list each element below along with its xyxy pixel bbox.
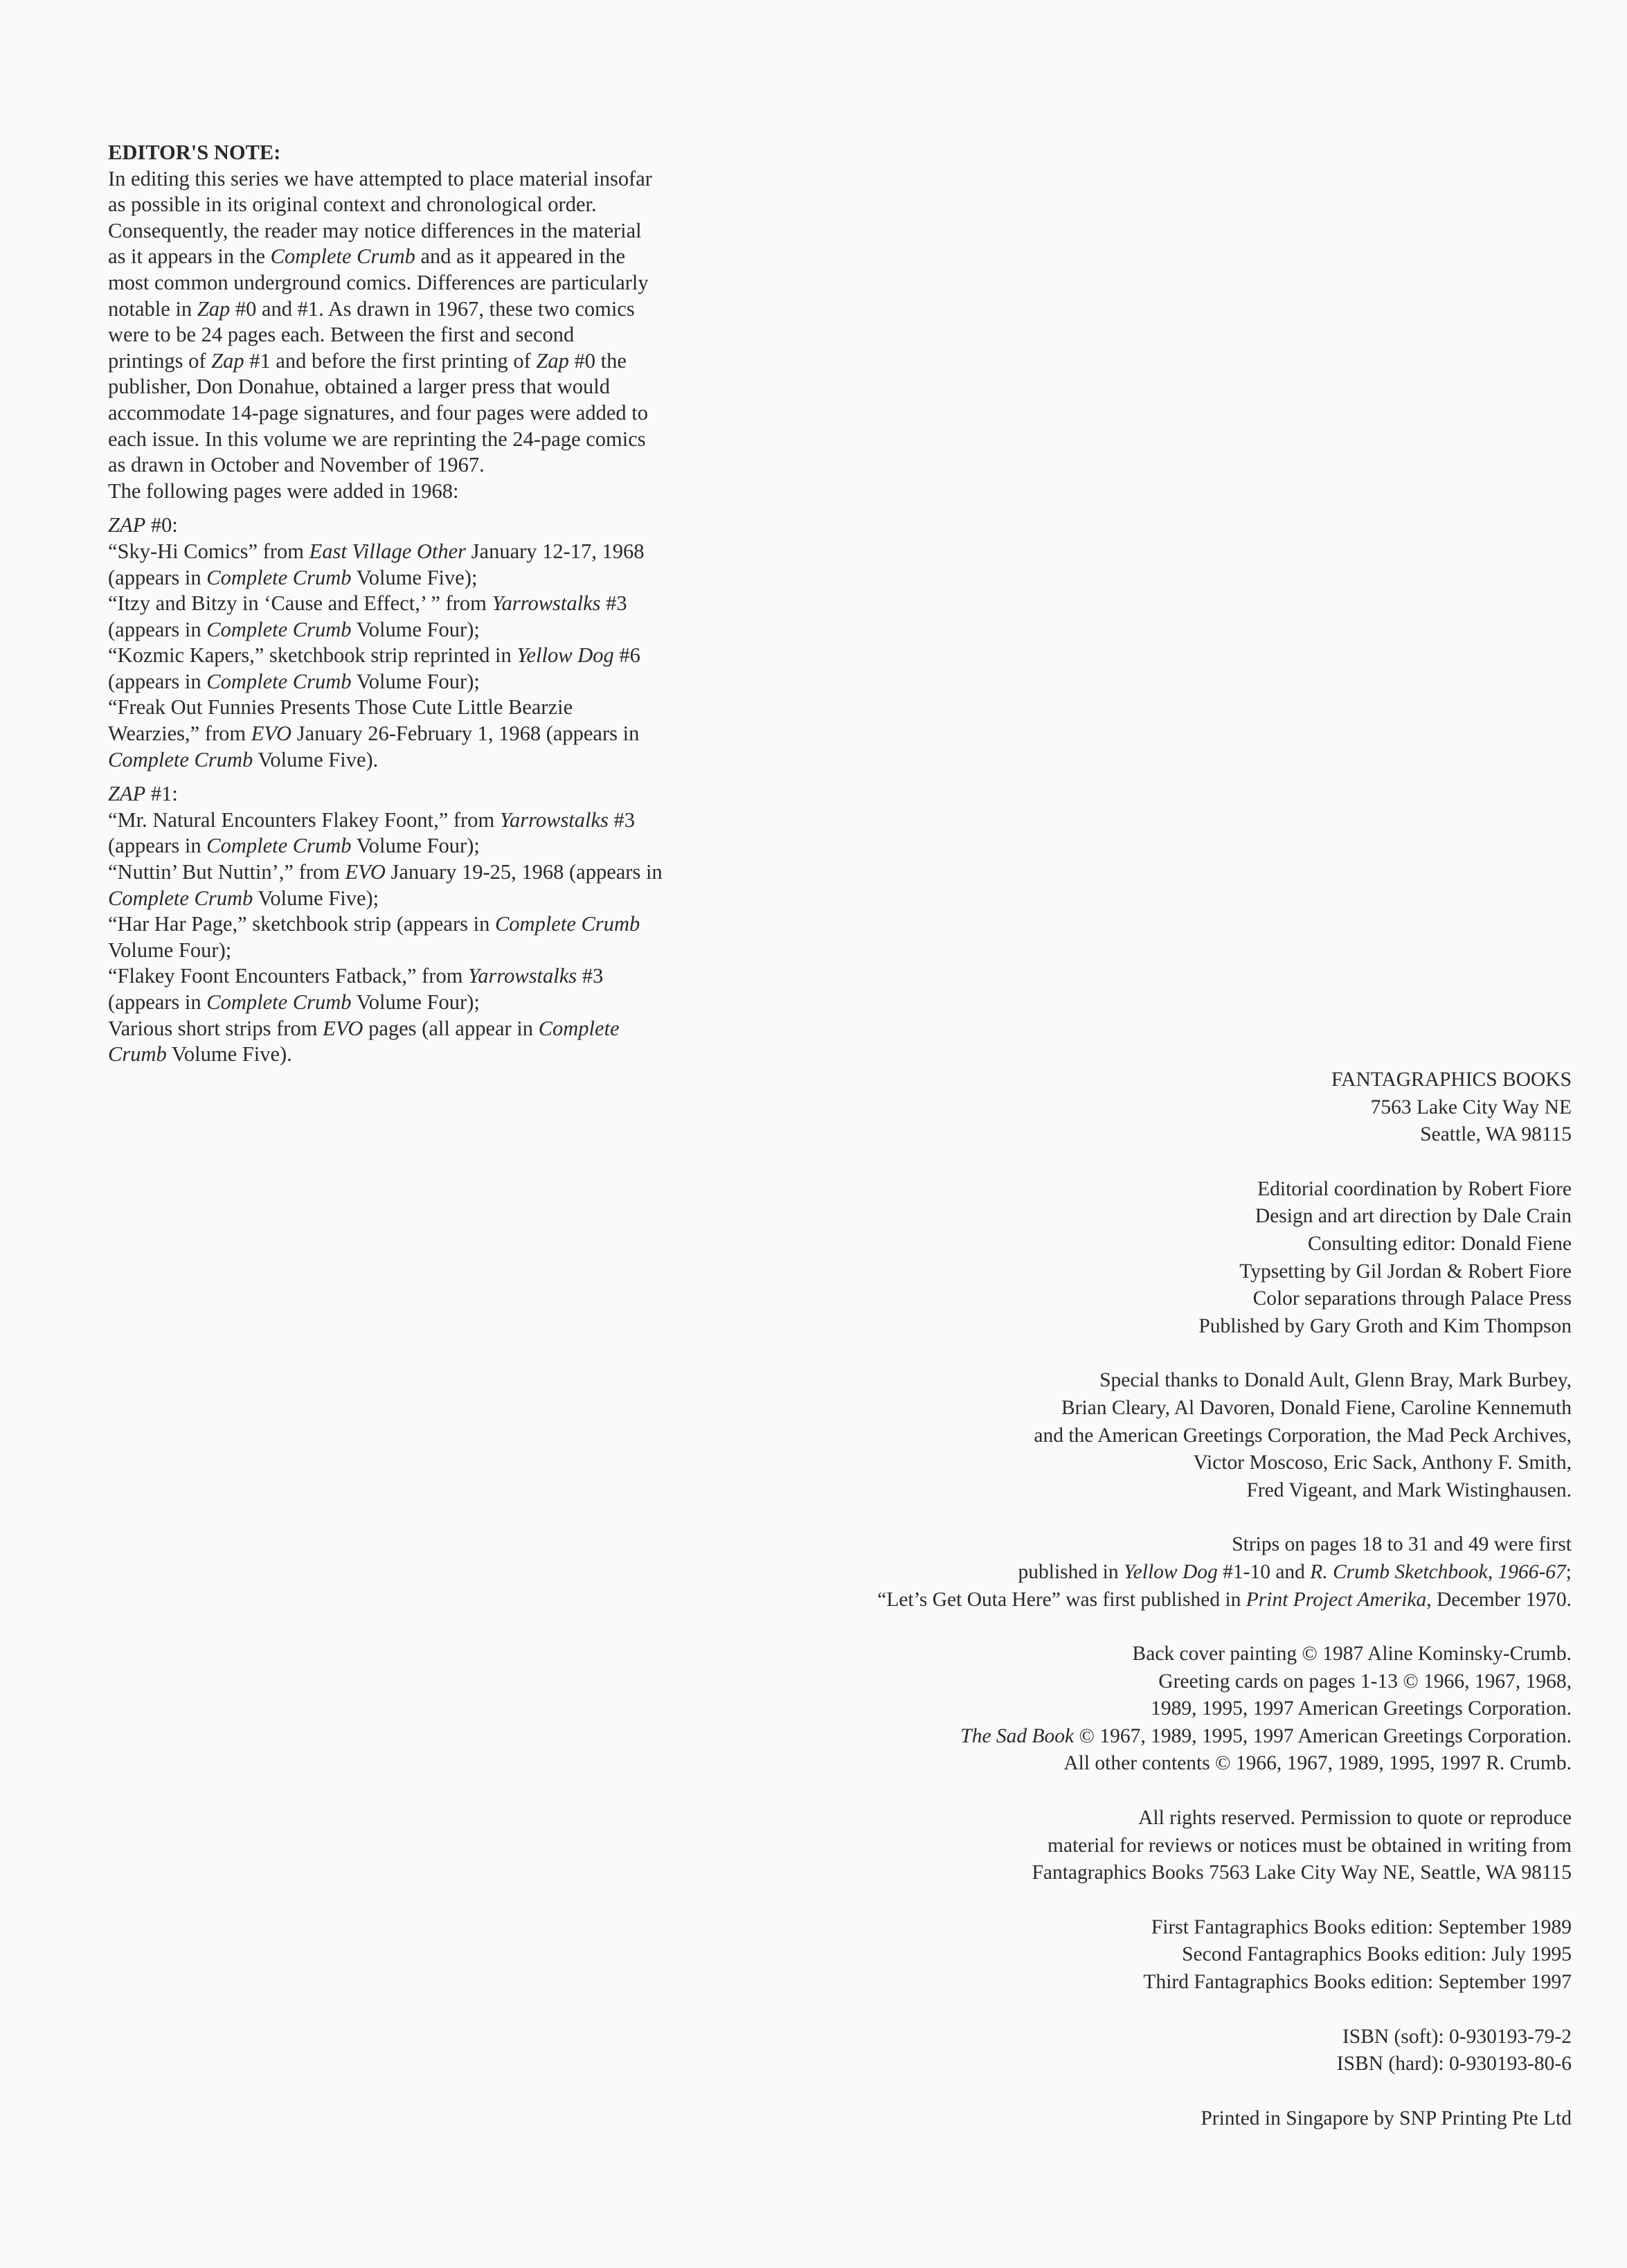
text-line: In editing this series we have attempted to place material insofar <box>108 166 652 190</box>
text-line: Greeting cards on pages 1-13 © 1966, 1967, 1968, <box>1158 1670 1572 1693</box>
source-notes <box>672 1531 1572 1614</box>
text-line: (appears in Complete Crumb Volume Four); <box>108 990 480 1014</box>
text-line: Design and art direction by Dale Crain <box>1255 1205 1572 1228</box>
text-line: (appears in Complete Crumb Volume Five); <box>108 565 478 589</box>
text-line: Crumb Volume Five). <box>108 1042 292 1066</box>
zap-0-heading: ZAP #0: <box>108 513 178 537</box>
text-line: were to be 24 pages each. Between the first and second <box>108 323 575 347</box>
text-line: Brian Cleary, Al Davoren, Donald Fiene, Caroline Kennemuth <box>1061 1396 1572 1419</box>
text-line: “Let’s Get Outa Here” was first published in Print Project Amerika, December 1970. <box>877 1588 1572 1611</box>
copyright-notices <box>672 1641 1572 1778</box>
text-line: (appears in Complete Crumb Volume Four); <box>108 669 480 693</box>
text-line: as drawn in October and November of 1967. <box>108 453 485 477</box>
text-line: “Har Har Page,” sketchbook strip (appears in Complete Crumb <box>108 912 640 936</box>
text-line: Second Fantagraphics Books edition: July 1995 <box>1182 1943 1572 1966</box>
special-thanks <box>672 1367 1572 1504</box>
text-line: The following pages were added in 1968: <box>108 479 459 503</box>
text-line: “Itzy and Bitzy in ‘Cause and Effect,’ ” from Yarrowstalks #3 <box>108 591 627 616</box>
text-line: Victor Moscoso, Eric Sack, Anthony F. Smith, <box>1193 1452 1572 1474</box>
zap-1-heading: ZAP #1: <box>108 782 178 806</box>
printer-line <box>672 2105 1572 2133</box>
text-line: Seattle, WA 98115 <box>1420 1123 1572 1146</box>
zap-0-list <box>108 539 745 773</box>
text-line: Typsetting by Gil Jordan & Robert Fiore <box>1239 1260 1572 1283</box>
text-line: as possible in its original context and chronological order. <box>108 193 597 217</box>
isbn-numbers <box>672 2024 1572 2078</box>
text-line: published in Yellow Dog #1-10 and R. Crumb Sketchbook, 1966-67; <box>1018 1560 1572 1583</box>
text-line: each issue. In this volume we are reprinting the 24-page comics <box>108 427 646 451</box>
text-line: and the American Greetings Corporation, the Mad Peck Archives, <box>1034 1424 1572 1447</box>
text-line: Complete Crumb Volume Five); <box>108 886 379 910</box>
text-line: as it appears in the Complete Crumb and as it appeared in the <box>108 244 626 269</box>
text-line: All rights reserved. Permission to quote or reproduce <box>1138 1807 1572 1830</box>
text-line: Fantagraphics Books 7563 Lake City Way NE, Seattle, WA 98115 <box>1032 1861 1572 1884</box>
editors-note-heading: EDITOR'S NOTE: <box>108 141 281 164</box>
colophon <box>672 1066 1572 2159</box>
text-line: All other contents © 1966, 1967, 1989, 1995, 1997 R. Crumb. <box>1063 1752 1572 1775</box>
text-line: notable in Zap #0 and #1. As drawn in 1967, these two comics <box>108 296 635 321</box>
text-line: 1989, 1995, 1997 American Greetings Corporation. <box>1151 1697 1572 1720</box>
publisher-address <box>672 1066 1572 1149</box>
text-line: Consequently, the reader may notice differences in the material <box>108 218 642 242</box>
text-line: “Sky-Hi Comics” from East Village Other January 12-17, 1968 <box>108 539 645 563</box>
text-line: “Flakey Foont Encounters Fatback,” from Yarrowstalks #3 <box>108 964 604 988</box>
text-line: The Sad Book © 1967, 1989, 1995, 1997 American Greetings Corporation. <box>960 1724 1572 1747</box>
staff-credits <box>672 1176 1572 1341</box>
text-line: Back cover painting © 1987 Aline Kominsky-Crumb. <box>1132 1643 1572 1666</box>
text-line: First Fantagraphics Books edition: September 1989 <box>1151 1916 1572 1938</box>
text-line: Consulting editor: Donald Fiene <box>1307 1232 1572 1255</box>
text-line: “Mr. Natural Encounters Flakey Foont,” from Yarrowstalks #3 <box>108 807 636 832</box>
text-line: most common underground comics. Differences are particularly <box>108 270 649 294</box>
text-line: Special thanks to Donald Ault, Glenn Bray, Mark Burbey, <box>1099 1369 1572 1392</box>
text-line: ISBN (soft): 0-930193-79-2 <box>1342 2025 1572 2048</box>
zap-1-section <box>108 781 745 1068</box>
text-line: Wearzies,” from EVO January 26-February 1, 1968 (appears in <box>108 722 640 746</box>
text-line: Printed in Singapore by SNP Printing Pte Ltd <box>1201 2107 1572 2129</box>
text-line: 7563 Lake City Way NE <box>1370 1096 1572 1118</box>
text-line: “Freak Out Funnies Presents Those Cute Little Bearzie <box>108 695 573 720</box>
text-line: Various short strips from EVO pages (all appear in Complete <box>108 1016 620 1040</box>
text-line: ISBN (hard): 0-930193-80-6 <box>1336 2053 1572 2075</box>
text-line: Strips on pages 18 to 31 and 49 were first <box>1232 1533 1572 1556</box>
text-line: “Kozmic Kapers,” sketchbook strip reprinted in Yellow Dog #6 <box>108 643 640 668</box>
text-line: FANTAGRAPHICS BOOKS <box>1331 1069 1572 1091</box>
edition-history <box>672 1914 1572 1997</box>
zap-1-list <box>108 807 745 1068</box>
text-line: “Nuttin’ But Nuttin’,” from EVO January 19-25, 1968 (appears in <box>108 860 663 884</box>
text-line: Complete Crumb Volume Five). <box>108 747 379 771</box>
zap-0-section <box>108 512 745 773</box>
text-line: Volume Four); <box>108 938 232 962</box>
text-line: accommodate 14-page signatures, and four pages were added to <box>108 400 648 425</box>
editors-note <box>108 140 745 1068</box>
text-line: Fred Vigeant, and Mark Wistinghausen. <box>1246 1479 1572 1501</box>
text-line: Third Fantagraphics Books edition: September 1997 <box>1143 1971 1572 1994</box>
text-line: (appears in Complete Crumb Volume Four); <box>108 834 480 858</box>
text-line: material for reviews or notices must be obtained in writing from <box>1048 1834 1572 1857</box>
text-line: printings of Zap #1 and before the first printing of Zap #0 the <box>108 348 627 373</box>
editors-note-body <box>108 166 745 505</box>
text-line: Color separations through Palace Press <box>1252 1287 1572 1310</box>
rights-notice <box>672 1805 1572 1887</box>
text-line: Published by Gary Groth and Kim Thompson <box>1198 1314 1572 1337</box>
text-line: Editorial coordination by Robert Fiore <box>1257 1177 1572 1200</box>
text-line: (appears in Complete Crumb Volume Four); <box>108 617 480 641</box>
text-line: publisher, Don Donahue, obtained a larger press that would <box>108 375 610 399</box>
